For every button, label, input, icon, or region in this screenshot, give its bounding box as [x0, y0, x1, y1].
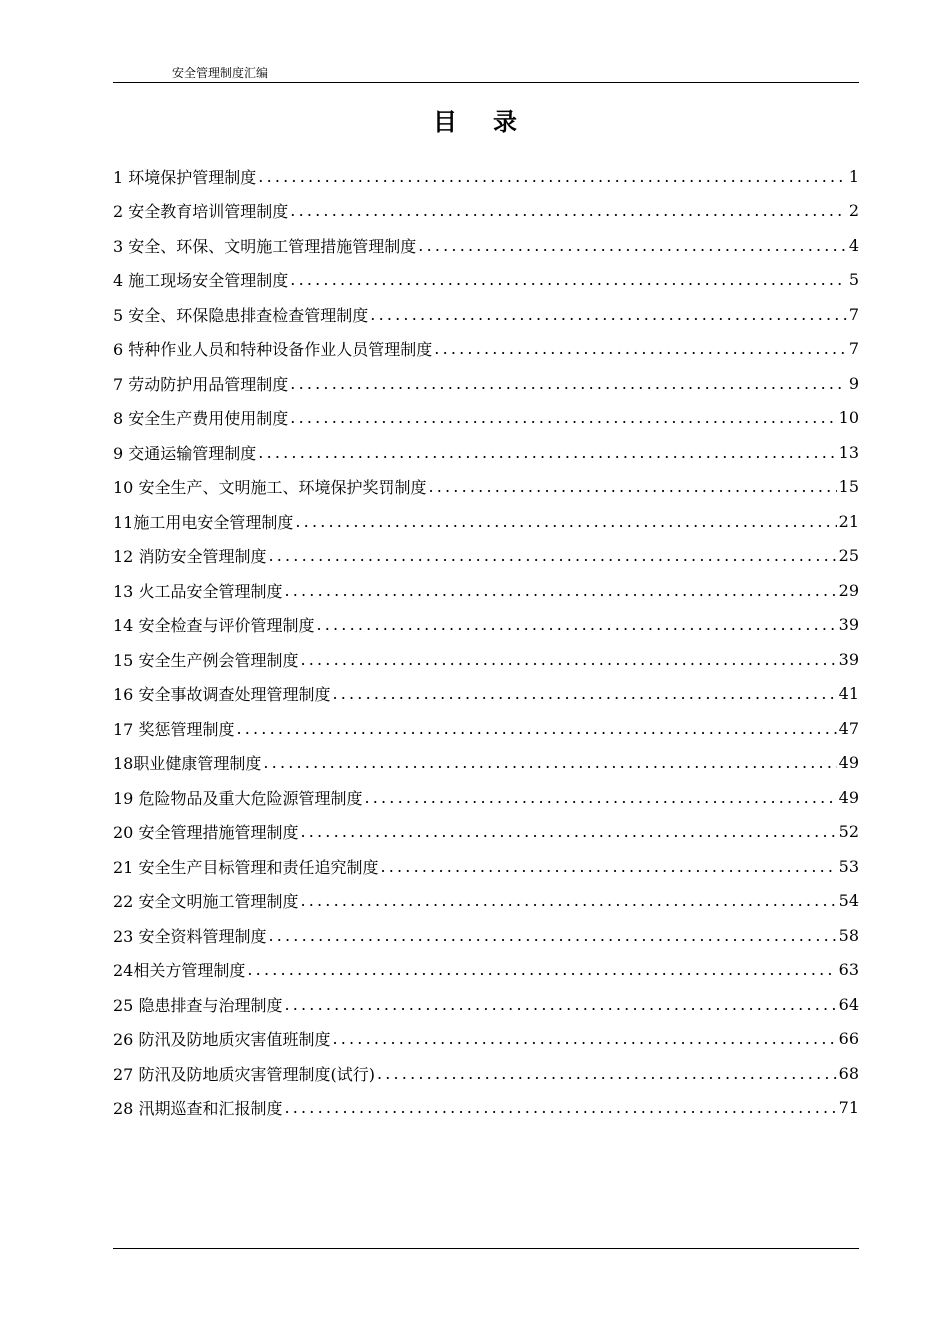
- toc-page-number: 4: [848, 235, 859, 255]
- toc-page-number: 5: [848, 270, 859, 290]
- toc-entry-title: 21 安全生产目标管理和责任追究制度: [113, 857, 379, 877]
- toc-page-number: 21: [838, 511, 859, 531]
- toc-dot-leader: [295, 512, 836, 531]
- toc-page-number: 54: [838, 891, 859, 911]
- page-title: 目录: [433, 107, 553, 136]
- toc-dot-leader: [316, 615, 836, 634]
- toc-dot-leader: [236, 719, 836, 738]
- toc-page-number: 71: [838, 1098, 859, 1118]
- toc-dot-leader: [332, 684, 836, 703]
- toc-entry[interactable]: [113, 159, 859, 194]
- toc-entry[interactable]: [113, 780, 859, 815]
- toc-entry[interactable]: [113, 539, 859, 574]
- running-header: 安全管理制度汇编: [172, 66, 269, 80]
- toc-page-number: 41: [838, 684, 859, 704]
- toc-entry-title: 8 安全生产费用使用制度: [113, 409, 289, 429]
- toc-dot-leader: [428, 477, 836, 496]
- toc-dot-leader: [290, 374, 847, 393]
- toc-dot-leader: [370, 305, 847, 324]
- toc-entry-title: 10 安全生产、文明施工、环境保护奖罚制度: [113, 478, 427, 498]
- toc-dot-leader: [300, 650, 836, 669]
- toc-dot-leader: [300, 822, 836, 841]
- toc-entry[interactable]: [113, 1091, 859, 1126]
- toc-page-number: 49: [838, 753, 859, 773]
- toc-entry-title: 25 隐患排查与治理制度: [113, 995, 283, 1015]
- toc-entry[interactable]: [113, 263, 859, 298]
- toc-page-number: 13: [838, 442, 859, 462]
- toc-entry-title: 14 安全检查与评价管理制度: [113, 616, 315, 636]
- toc-page-number: 39: [838, 615, 859, 635]
- toc-dot-leader: [284, 581, 836, 600]
- toc-entry[interactable]: [113, 194, 859, 229]
- toc-page-number: 39: [838, 649, 859, 669]
- toc-entry[interactable]: [113, 332, 859, 367]
- toc-entry[interactable]: [113, 953, 859, 988]
- toc-entry[interactable]: [113, 815, 859, 850]
- toc-entry-title: 6 特种作业人员和特种设备作业人员管理制度: [113, 340, 433, 360]
- toc-entry[interactable]: [113, 608, 859, 643]
- toc-entry[interactable]: [113, 677, 859, 712]
- toc-dot-leader: [377, 1064, 837, 1083]
- toc-entry-title: 9 交通运输管理制度: [113, 443, 257, 463]
- toc-dot-leader: [434, 339, 847, 358]
- toc-page-number: 2: [848, 201, 859, 221]
- toc-entry[interactable]: [113, 297, 859, 332]
- toc-entry-title: 26 防汛及防地质灾害值班制度: [113, 1030, 331, 1050]
- toc-entry[interactable]: [113, 435, 859, 470]
- toc-entry[interactable]: [113, 1056, 859, 1091]
- toc-page-number: 9: [848, 373, 859, 393]
- toc-page-number: 58: [838, 925, 859, 945]
- toc-entry[interactable]: [113, 746, 859, 781]
- toc-dot-leader: [258, 443, 836, 462]
- header-divider: [113, 82, 859, 83]
- toc-entry[interactable]: [113, 1022, 859, 1057]
- toc-page-number: 66: [838, 1029, 859, 1049]
- toc-dot-leader: [268, 546, 836, 565]
- toc-entry[interactable]: [113, 573, 859, 608]
- toc-entry[interactable]: [113, 366, 859, 401]
- toc-entry-title: 17 奖惩管理制度: [113, 719, 235, 739]
- toc-page-number: 29: [838, 580, 859, 600]
- toc-entry[interactable]: [113, 918, 859, 953]
- toc-entry[interactable]: [113, 884, 859, 919]
- toc-entry[interactable]: [113, 401, 859, 436]
- toc-entry-title: 22 安全文明施工管理制度: [113, 892, 299, 912]
- toc-entry-title: 3 安全、环保、文明施工管理措施管理制度: [113, 236, 417, 256]
- toc-dot-leader: [290, 270, 847, 289]
- toc-page-number: 53: [838, 856, 859, 876]
- toc-entry-title: 7 劳动防护用品管理制度: [113, 374, 289, 394]
- toc-entry-title: 2 安全教育培训管理制度: [113, 202, 289, 222]
- toc-entry[interactable]: [113, 987, 859, 1022]
- toc-page-number: 25: [838, 546, 859, 566]
- toc-entry-title: 12 消防安全管理制度: [113, 547, 267, 567]
- toc-dot-leader: [290, 201, 847, 220]
- toc-dot-leader: [268, 926, 836, 945]
- toc-dot-leader: [258, 167, 847, 186]
- toc-page-number: 15: [838, 477, 859, 497]
- toc-dot-leader: [290, 408, 836, 427]
- toc-entry-title: 4 施工现场安全管理制度: [113, 271, 289, 291]
- toc-entry[interactable]: [113, 849, 859, 884]
- toc-dot-leader: [364, 788, 836, 807]
- toc-entry-title: 16 安全事故调查处理管理制度: [113, 685, 331, 705]
- toc-entry-title: 23 安全资料管理制度: [113, 926, 267, 946]
- toc-dot-leader: [263, 753, 836, 772]
- toc-page-number: 7: [848, 339, 859, 359]
- footer-divider: [113, 1248, 859, 1249]
- toc-entry[interactable]: [113, 470, 859, 505]
- table-of-contents: [113, 159, 859, 1125]
- toc-dot-leader: [247, 960, 836, 979]
- toc-entry-title: 19 危险物品及重大危险源管理制度: [113, 788, 363, 808]
- toc-entry-title: 13 火工品安全管理制度: [113, 581, 283, 601]
- toc-entry-title: 5 安全、环保隐患排查检查管理制度: [113, 305, 369, 325]
- toc-entry-title: 11施工用电安全管理制度: [113, 512, 294, 532]
- toc-dot-leader: [284, 1098, 836, 1117]
- toc-dot-leader: [284, 995, 836, 1014]
- toc-dot-leader: [332, 1029, 836, 1048]
- toc-dot-leader: [418, 236, 847, 255]
- toc-page-number: 68: [838, 1063, 859, 1083]
- toc-page-number: 47: [838, 718, 859, 738]
- toc-entry-title: 15 安全生产例会管理制度: [113, 650, 299, 670]
- toc-page-number: 49: [838, 787, 859, 807]
- toc-entry[interactable]: [113, 642, 859, 677]
- toc-entry-title: 20 安全管理措施管理制度: [113, 823, 299, 843]
- toc-dot-leader: [300, 891, 836, 910]
- toc-entry[interactable]: [113, 504, 859, 539]
- toc-dot-leader: [380, 857, 836, 876]
- toc-entry-title: 18职业健康管理制度: [113, 754, 262, 774]
- toc-entry-title: 27 防汛及防地质灾害管理制度(试行): [113, 1064, 375, 1084]
- toc-entry-title: 28 汛期巡查和汇报制度: [113, 1099, 283, 1119]
- toc-entry[interactable]: [113, 711, 859, 746]
- toc-page-number: 52: [838, 822, 859, 842]
- toc-page-number: 7: [848, 304, 859, 324]
- toc-page-number: 1: [848, 166, 859, 186]
- toc-page-number: 10: [838, 408, 859, 428]
- toc-page-number: 64: [838, 994, 859, 1014]
- toc-entry-title: 1 环境保护管理制度: [113, 167, 257, 187]
- toc-page-number: 63: [838, 960, 859, 980]
- toc-entry-title: 24相关方管理制度: [113, 961, 246, 981]
- toc-entry[interactable]: [113, 228, 859, 263]
